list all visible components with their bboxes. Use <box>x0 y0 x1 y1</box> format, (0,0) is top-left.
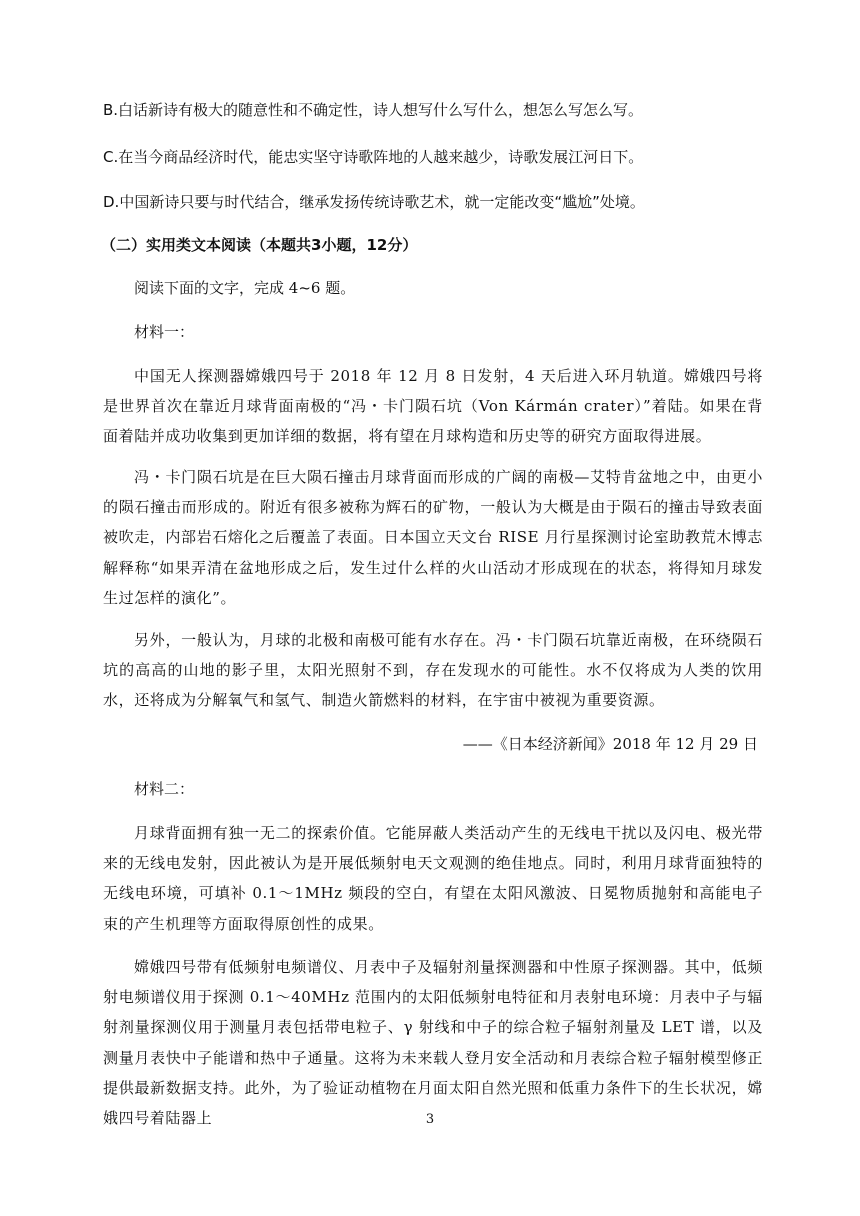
material-one-paragraph: 冯・卡门陨石坑是在巨大陨石撞击月球背面而形成的广阔的南极—艾特肯盆地之中，由更小的陨石撞击而形成的。附近有很多被称为辉石的矿物，一般认为大概是由于陨石的撞击导致表面被吹走，内部岩石熔化之后覆盖了表面。日本国立天文台 RISE 月行星探测讨论室助教荒木博志解释称“如果弄清在盆地形成之后，发生过什么样的火山活动才形成现在的状态，将得知月球发生过怎样的演化”。 <box>103 468 763 607</box>
option-c: C.在当今商品经济时代，能忠实坚守诗歌阵地的人越来越少，诗歌发展江河日下。 <box>103 148 644 166</box>
material-one-source: ——《日本经济新闻》2018 年 12 月 29 日 <box>462 735 758 753</box>
material-two-paragraph: 嫦娥四号带有低频射电频谱仪、月表中子及辐射剂量探测器和中性原子探测器。其中，低频射电频谱仪用于探测 0.1～40MHz 范围内的太阳低频射电特征和月表射电环境：月表中子与辐射剂量探测仪用于测量月表包括带电粒子、γ 射线和中子的综合粒子辐射剂量及 LET 谱，以及测量月表快中子能谱和热中子通量。这将为未来载人登月安全活动和月表综合粒子辐射模型修正提供最新数据支持。此外，为了验证动植物在月面太阳自然光照和低重力条件下的生长状况，嫦娥四号着陆器上 <box>103 958 763 1128</box>
material-two-paragraph: 月球背面拥有独一无二的探索价值。它能屏蔽人类活动产生的无线电干扰以及闪电、极光带来的无线电发射，因此被认为是开展低频射电天文观测的绝佳地点。同时，利用月球背面独特的无线电环境，可填补 0.1～1MHz 频段的空白，有望在太阳风激波、日冕物质抛射和高能电子束的产生机理等方面取得原创性的成果。 <box>103 824 763 933</box>
section-heading: （二）实用类文本阅读（本题共3小题，12分） <box>101 236 418 254</box>
option-b: B.白话新诗有极大的随意性和不确定性，诗人想写什么写什么，想怎么写怎么写。 <box>103 101 644 119</box>
option-d: D.中国新诗只要与时代结合，继承发扬传统诗歌艺术，就一定能改变“尴尬”处境。 <box>103 193 645 211</box>
material-one-paragraph: 另外，一般认为，月球的北极和南极可能有水存在。冯・卡门陨石坑靠近南极，在环绕陨石坑的高高的山地的影子里，太阳光照射不到，存在发现水的可能性。水不仅将成为人类的饮用水，还将成为分解氧气和氢气、制造火箭燃料的材料，在宇宙中被视为重要资源。 <box>103 631 763 710</box>
reading-instruction: 阅读下面的文字，完成 4~6 题。 <box>134 279 356 297</box>
material-one-paragraph: 中国无人探测器嫦娥四号于 2018 年 12 月 8 日发射，4 天后进入环月轨道。嫦娥四号将是世界首次在靠近月球背面南极的“冯・卡门陨石坑（Von Kármán crater）”着陆。如果在背面着陆并成功收集到更加详细的数据，将有望在月球构造和历史等的研究方面取得进展。 <box>103 367 763 446</box>
material-one-label: 材料一： <box>134 323 195 341</box>
page-number: 3 <box>425 1112 435 1127</box>
material-two-label: 材料二： <box>134 780 195 798</box>
